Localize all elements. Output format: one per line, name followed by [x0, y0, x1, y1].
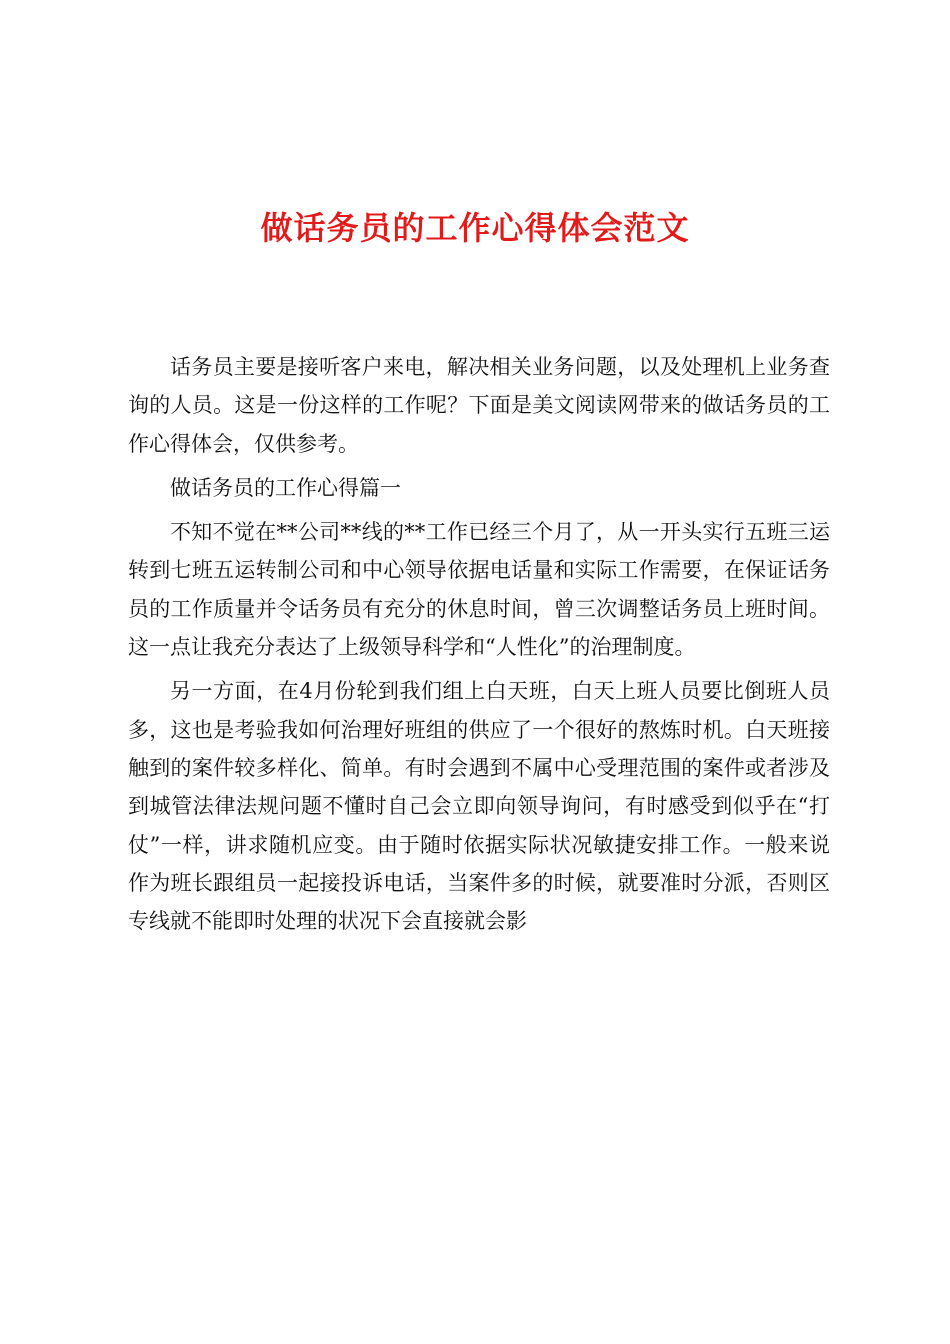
body-paragraph-2: 另一方面，在4月份轮到我们组上白天班，白天上班人员要比倒班人员多，这也是考验我如何治理好班组的供应了一个很好的熬炼时机。白天班接触到的案件较多样化、简单。有时会遇到不属中心受理范围的案件或者涉及到城管法律法规问题不懂时自己会立即向领导询问，有时感受到似乎在“打仗”一样，讲求随机应变。由于随时依据实际状况敏捷安排工作。一般来说作为班长跟组员一起接投诉电话，当案件多的时候，就要准时分派，否则区专线就不能即时处理的状况下会直接就会影	[128, 679, 830, 934]
body-paragraph-1: 不知不觉在**公司**线的**工作已经三个月了，从一开头实行五班三运转到七班五运转制公司和中心领导依据电话量和实际工作需要，在保证话务员的工作质量并令话务员有充分的休息时间，曾三次调整话务员上班时间。这一点让我充分表达了上级领导科学和“人性化”的治理制度。	[128, 520, 830, 660]
intro-paragraph: 话务员主要是接听客户来电，解决相关业务问题，以及处理机上业务查询的人员。这是一份这样的工作呢？下面是美文阅读网带来的做话务员的工作心得体会，仅供参考。	[128, 355, 830, 456]
document-title: 做话务员的工作心得体会范文	[260, 209, 690, 247]
document-body	[128, 348, 830, 940]
section-heading: 做话务员的工作心得篇一	[170, 475, 401, 500]
